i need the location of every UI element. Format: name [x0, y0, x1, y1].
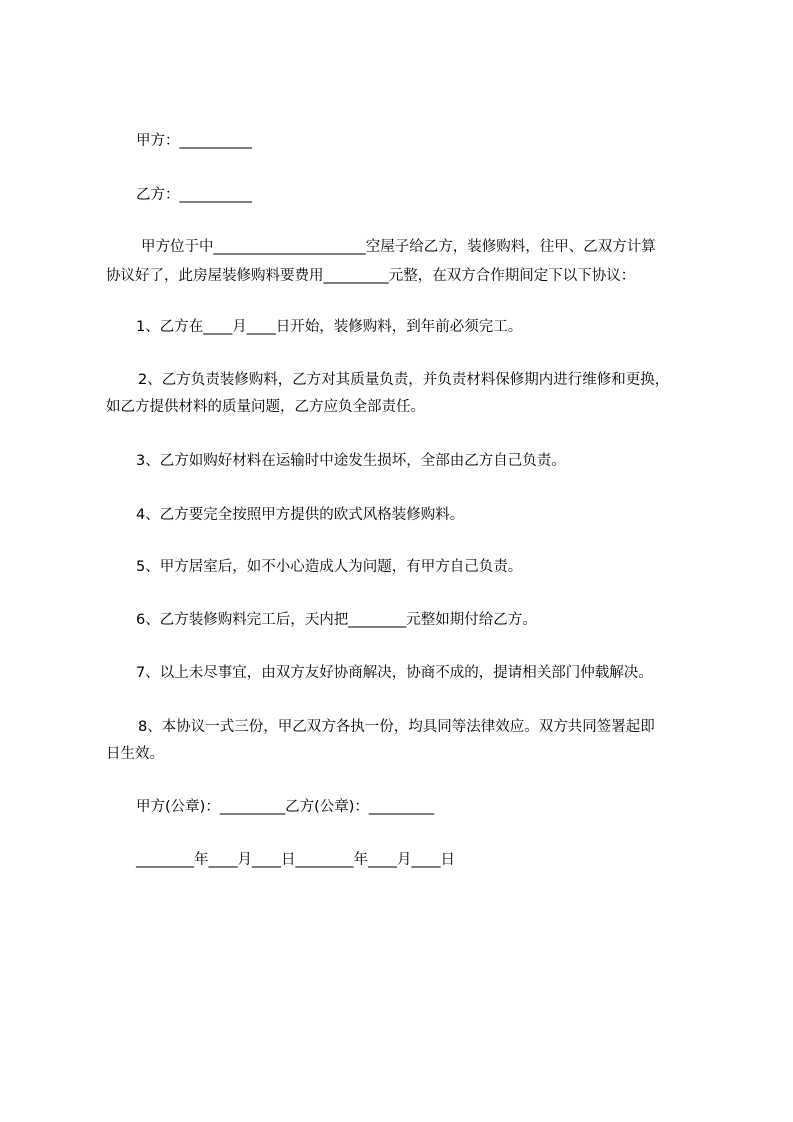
intro-line-2: 协议好了，此房屋装修购料要费用_________元整，在双方合作期间定下以下协议： [106, 268, 636, 284]
party-b-line: 乙方：__________ [136, 187, 252, 203]
clause-2-line-1: 2、乙方负责装修购料，乙方对其质量负责，并负责材料保修期内进行维修和更换， [138, 372, 670, 388]
signature-line: 甲方(公章)：_________乙方(公章)：_________ [136, 799, 435, 815]
clause-8-line-1: 8、本协议一式三份，甲乙双方各执一份，均具同等法律效应。双方共同签署起即 [138, 719, 655, 735]
clause-4: 4、乙方要完全按照甲方提供的欧式风格装修购料。 [136, 507, 465, 523]
clause-2-line-2: 如乙方提供材料的质量问题，乙方应负全部责任。 [106, 399, 425, 415]
intro-line-1: 甲方位于中_____________________空屋子给乙方，装修购料，往甲、乙双方计算 [141, 239, 656, 255]
date-line: ________年____月____日________年____月____日 [136, 852, 455, 868]
clause-6: 6、乙方装修购料完工后，天内把________元整如期付给乙方。 [136, 612, 537, 628]
clause-5: 5、甲方居室后，如不小心造成人为问题，有甲方自己负责。 [136, 559, 523, 575]
party-a-line: 甲方：__________ [136, 133, 252, 149]
clause-3: 3、乙方如购好材料在运输时中途发生损坏，全部由乙方自己负责。 [136, 453, 566, 469]
clause-1: 1、乙方在____月____日开始，装修购料，到年前必须完工。 [136, 319, 523, 335]
clause-8-line-2: 日生效。 [106, 746, 164, 762]
clause-7: 7、以上未尽事宜，由双方友好协商解决，协商不成的，提请相关部门仲载解决。 [136, 665, 653, 681]
